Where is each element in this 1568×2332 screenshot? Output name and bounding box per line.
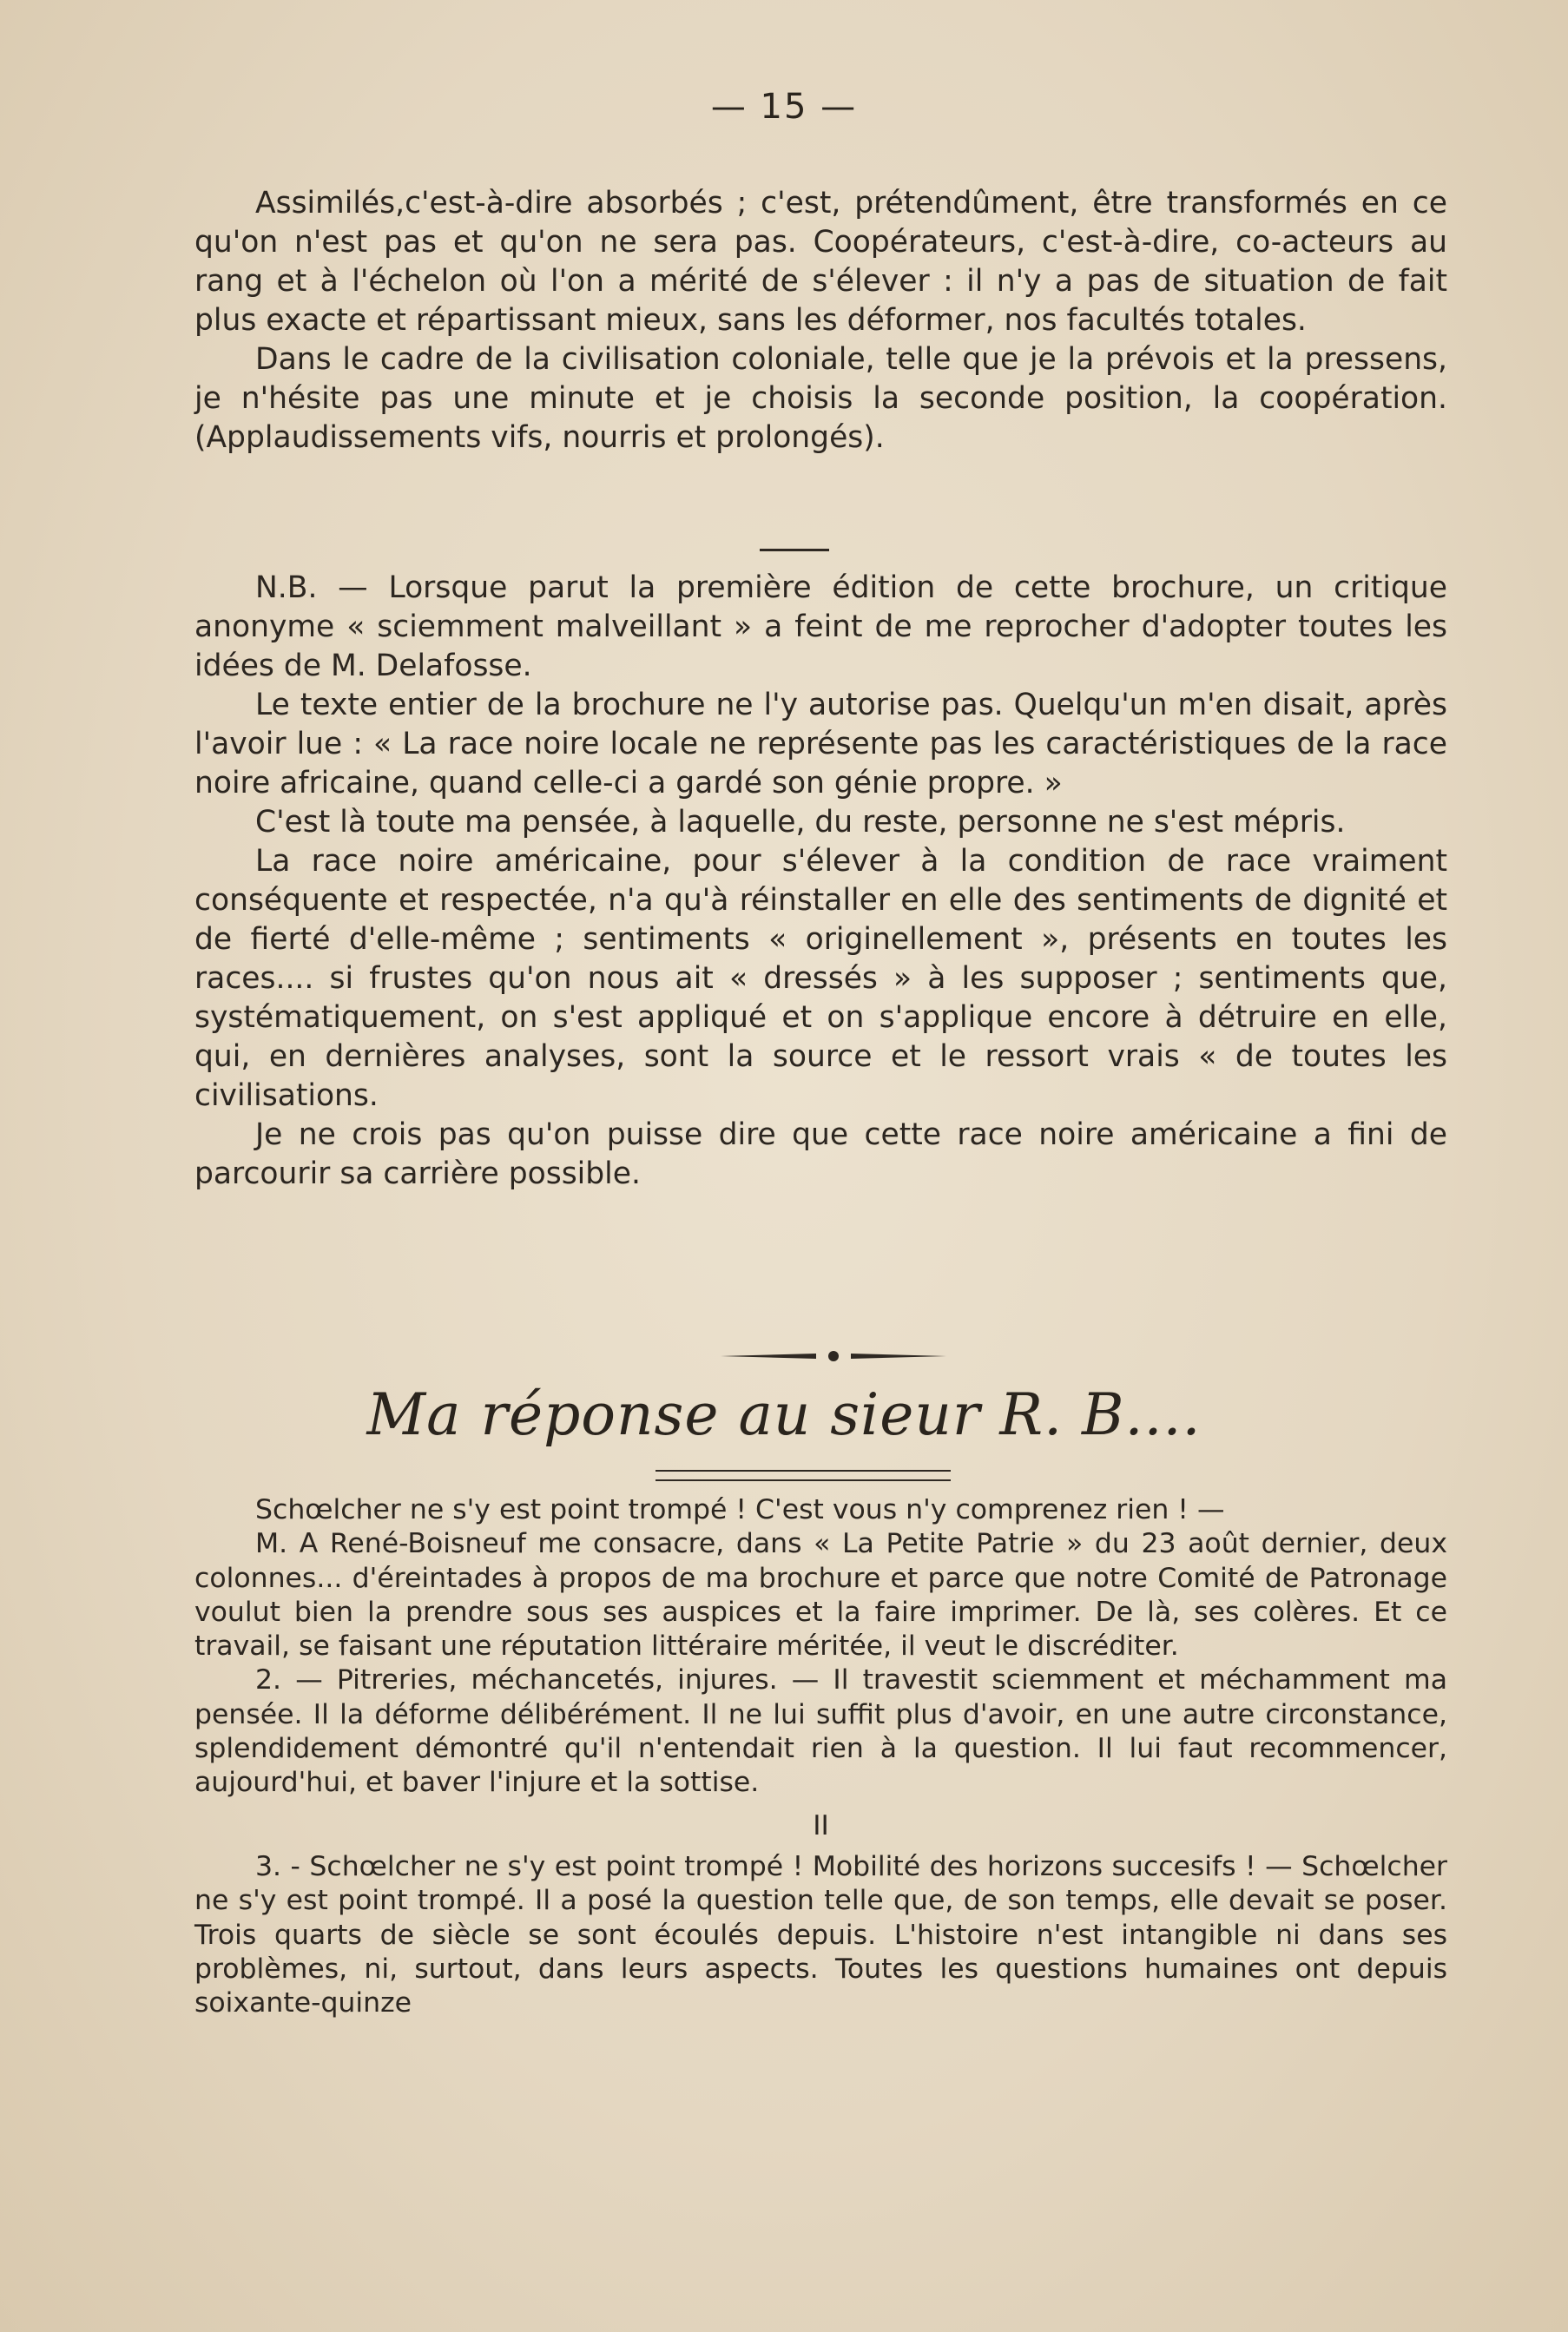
paragraph: Je ne crois pas qu'on puisse dire que cette race noire américaine a fini de parcourir sa carrière possible. [194,1117,1447,1191]
paragraph: Schœlcher ne s'y est point trompé ! C'est vous n'y comprenez rien ! — [255,1494,1225,1525]
roman-numeral-heading: II [813,1809,829,1841]
paragraph: N.B. — Lorsque parut la première édition de cette brochure, un critique anonyme « sciemment malveillant » a feint de me reprocher d'adopter toutes les idées de M. Delafosse. [194,570,1447,683]
paragraph: 2. — Pitreries, méchancetés, injures. — Il travestit sciemment et méchamment ma pensée. Il la déforme délibérément. Il ne lui suffit plus d'avoir, en une autre circonstance, splendidement démontré qu'il n'entendait rien à la question. Il lui faut recommencer, aujourd'hui, et baver l'injure et la sottise. [194,1664,1447,1799]
paragraph: La race noire américaine, pour s'élever à la condition de race vraiment conséquente et respectée, n'a qu'à réinstaller en elle des sentiments de dignité et de fierté d'elle-même ; sentiments « originellement », présents en toutes les races.... si frustes qu'on nous ait « dressés » à les supposer ; sentiments que, systématiquement, on s'est appliqué et on s'applique encore à détruire en elle, qui, en dernières analyses, sont la source et le ressort vrais « de toutes les civilisations. [194,844,1447,1113]
page-number: — 15 — [710,87,858,127]
paragraph: C'est là toute ma pensée, à laquelle, du reste, personne ne s'est mépris. [255,805,1346,840]
section-rule [760,549,829,551]
section-title: Ma réponse au sieur R. B.... [366,1381,1202,1448]
paragraph: Dans le cadre de la civilisation coloniale, telle que je la prévois et la pressens, je n'hésite pas une minute et je choisis la seconde position, la coopération. (Applaudissements vifs, nourris et prolongés). [194,342,1447,455]
response-section [194,1493,1447,2020]
nota-bene-section [194,569,1447,1194]
title-double-rule [656,1470,951,1481]
paragraph: 3. - Schœlcher ne s'y est point trompé ! Mobilité des horizons succesifs ! — Schœlcher ne s'y est point trompé. Il a posé la question telle que, de son temps, elle devait se poser. Trois quarts de siècle se sont écoulés depuis. L'histoire n'est intangible ni dans ses problèmes, ni, surtout, dans leurs aspects. Toutes les questions humaines ont depuis soixante-quinze [194,1850,1447,2019]
speech-conclusion [194,184,1447,458]
paragraph: Assimilés,c'est-à-dire absorbés ; c'est, prétendûment, être transformés en ce qu'on n'est pas et qu'on ne sera pas. Coopérateurs, c'est-à-dire, co-acteurs au rang et à l'échelon où l'on a mérité de s'élever : il n'y a pas de situation de fait plus exacte et répartissant mieux, sans les déformer, nos facultés totales. [194,186,1447,338]
ornament-divider [721,1346,946,1367]
paragraph: M. A René-Boisneuf me consacre, dans « La Petite Patrie » du 23 août dernier, deux colonnes... d'éreintades à propos de ma brochure et parce que notre Comité de Patronage voulut bien la prendre sous ses auspices et la faire imprimer. De là, ses colères. Et ce travail, se faisant une réputation littéraire méritée, il veut le discréditer. [194,1528,1447,1663]
paragraph: Le texte entier de la brochure ne l'y autorise pas. Quelqu'un m'en disait, après l'avoir lue : « La race noire locale ne représente pas les caractéristiques de la race noire africaine, quand celle-ci a gardé son génie propre. » [194,688,1447,800]
